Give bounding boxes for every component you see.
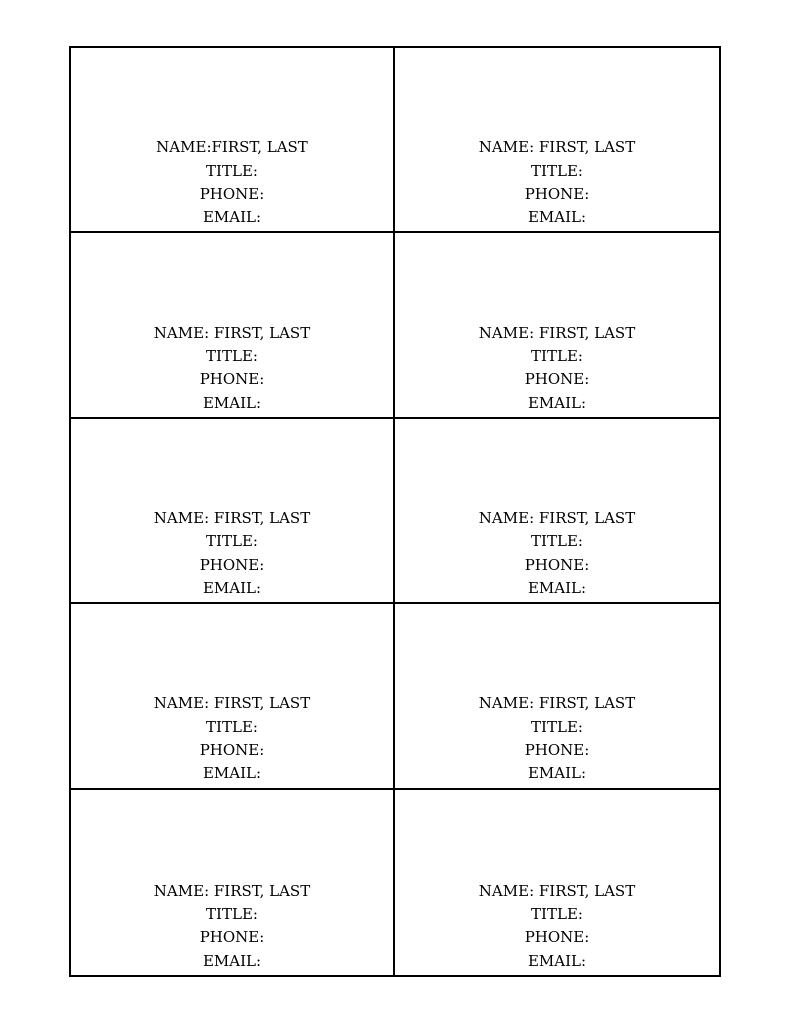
card-name-line: NAME: FIRST, LAST [478,323,636,342]
card-email-line: EMAIL: [202,578,262,597]
card-email-line: EMAIL: [527,208,587,227]
card-title-line: TITLE: [206,532,258,551]
card-name-line: NAME: FIRST, LAST [478,138,636,157]
card-title-line: TITLE: [206,346,258,365]
card-phone-line: PHONE: [199,928,265,947]
card-title-line: TITLE: [531,532,583,551]
card-title-line: TITLE: [531,905,583,924]
card-phone-line: PHONE: [524,741,590,759]
card-email-line: EMAIL: [527,764,587,783]
card-name-line: NAME: FIRST, LAST [478,881,636,900]
business-card [395,604,719,789]
card-email-line: EMAIL: [202,764,262,783]
card-phone-line: PHONE: [199,184,265,203]
card-phone-line: PHONE: [199,555,265,574]
card-title-line: TITLE: [531,717,583,736]
business-card [395,419,719,604]
card-email-line: EMAIL: [202,208,262,227]
business-card [395,233,719,418]
card-title-line: TITLE: [531,346,583,365]
card-name-line: NAME: FIRST, LAST [478,694,636,713]
business-card [395,48,719,233]
card-title-line: TITLE: [206,717,258,736]
business-card [71,48,395,233]
business-card [71,790,395,975]
card-email-line: EMAIL: [202,951,262,970]
card-title-line: TITLE: [206,905,258,924]
card-name-line: NAME:FIRST, LAST [156,138,308,157]
business-card [395,790,719,975]
card-email-line: EMAIL: [527,578,587,597]
card-title-line: TITLE: [531,161,583,180]
card-phone-line: PHONE: [524,370,590,389]
card-email-line: EMAIL: [527,951,587,970]
card-phone-line: PHONE: [524,184,590,203]
card-email-line: EMAIL: [527,393,587,412]
card-name-line: NAME: FIRST, LAST [153,323,311,342]
card-name-line: NAME: FIRST, LAST [153,881,311,900]
business-card-sheet [69,46,721,977]
card-name-line: NAME: FIRST, LAST [478,509,636,527]
card-name-line: NAME: FIRST, LAST [153,509,311,527]
card-name-line: NAME: FIRST, LAST [153,694,311,713]
business-card [71,233,395,418]
card-phone-line: PHONE: [524,928,590,947]
card-phone-line: PHONE: [524,555,590,574]
business-card [71,419,395,604]
card-phone-line: PHONE: [199,741,265,759]
card-title-line: TITLE: [206,161,258,180]
card-phone-line: PHONE: [199,370,265,389]
card-email-line: EMAIL: [202,393,262,412]
business-card [71,604,395,789]
